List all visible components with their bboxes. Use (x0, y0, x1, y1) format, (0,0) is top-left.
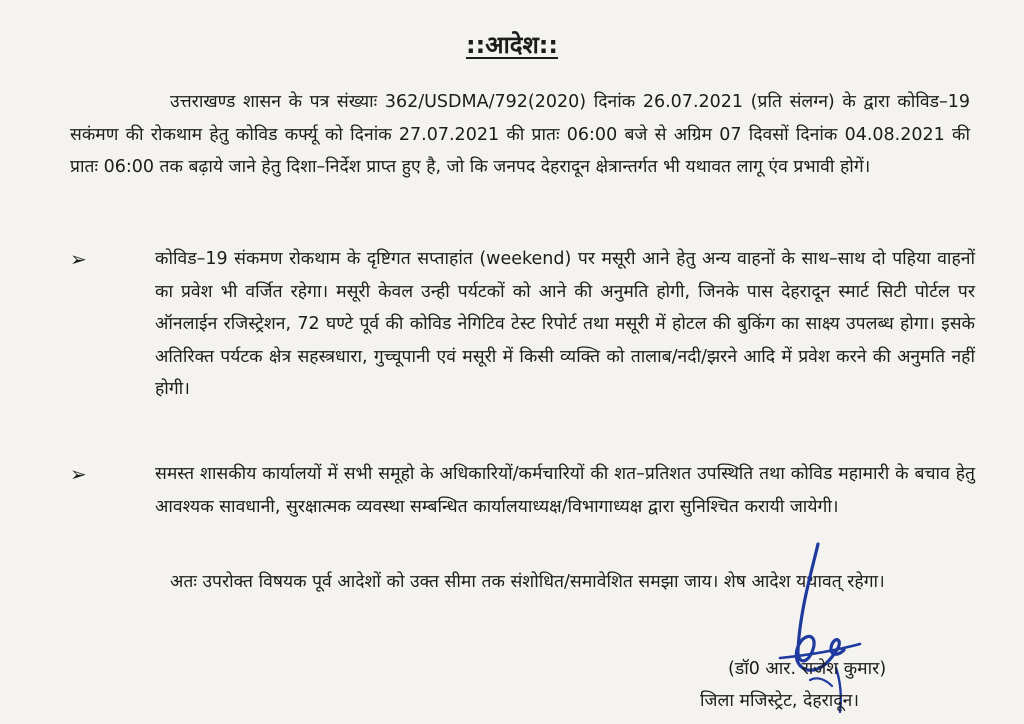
signatory-designation: जिला मजिस्ट्रेट, देहरादून। (700, 691, 859, 711)
intro-paragraph (70, 86, 970, 184)
closing-text: अतः उपरोक्त विषयक पूर्व आदेशों को उक्त सीमा तक संशोधित/समावेशित समझा जाय। शेष आदेश यथावत् रहेगा। (170, 572, 885, 592)
document-title: ::आदेश:: (466, 31, 558, 59)
bullet-text: कोविड–19 संकमण रोकथाम के दृष्टिगत सप्ताहांत (weekend) पर मसूरी आने हेतु अन्य वाहनों के साथ–साथ दो पहिया वाहनों का प्रवेश भी वर्जित रहेगा। मसूरी केवल उन्ही पर्यटकों को आने की अनुमति होगी, जिनके पास देहरादून स्मार्ट सिटी पोर्टल पर ऑनलाईन रजिस्ट्रेशन, 72 घण्टे पूर्व की कोविड नेगिटिव टेस्ट रिपोर्ट तथा मसूरी में होटल की बुकिंग का साक्ष्य उपलब्ध होगा। इसके अतिरिक्त पर्यटक क्षेत्र सहस्त्रधारा, गुच्चूपानी एवं मसूरी में किसी व्यक्ति को तालाब/नदी/झरने आदि में प्रवेश करने की अनुमति नहीं होगी। (155, 249, 975, 399)
signatory-name: (डॉ0 आर. राजेश कुमार) (728, 659, 887, 679)
bullet-text: समस्त शासकीय कार्यालयों में सभी समूहो के अधिकारियों/कर्मचारियों की शत–प्रतिशत उपस्थिति तथा कोविड महामारी के बचाव हेतु आवश्यक सावधानी, सुरक्षात्मक व्यवस्था सम्बन्धित कार्यालयाध्यक्ष/विभागाध्यक्ष द्वारा सुनिश्चित करायी जायेगी। (155, 464, 975, 517)
arrow-bullet-icon: ➢ (70, 247, 87, 271)
arrow-bullet-icon: ➢ (70, 462, 87, 486)
intro-text: उत्तराखण्ड शासन के पत्र संख्याः 362/USDMA/792(2020) दिनांक 26.07.2021 (प्रति संलग्न) के द्वारा कोविड–19 सकंमण की रोकथाम हेतु कोविड कर्फ्यू को दिनांक 27.07.2021 की प्रातः 06:00 बजे से अग्रिम 07 दिवसों दिनांक 04.08.2021 की प्रातः 06:00 तक बढ़ाये जाने हेतु दिशा–निर्देश प्राप्त हुए है, जो कि जनपद देहरादून क्षेत्रान्तर्गत भी यथावत लागू एंव प्रभावी होगें। (70, 92, 970, 177)
